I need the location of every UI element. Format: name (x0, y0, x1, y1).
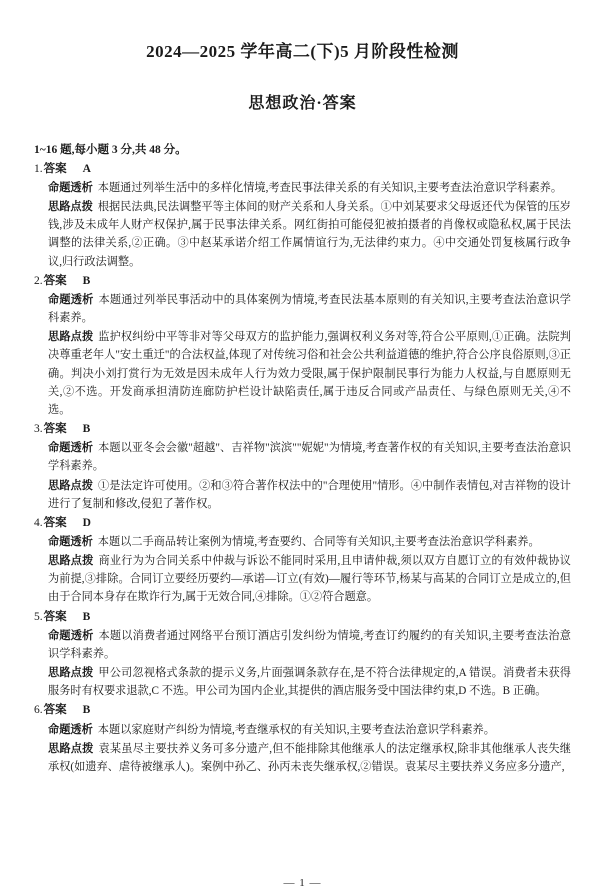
tips-text: 袁某虽尽主要扶养义务可多分遗产,但不能排除其他继承人的法定继承权,除非其他继承人丧失继承权(如遗弃、虐待被继承人)。案例中孙乙、孙丙未丧失继承权,②错误。袁某尽主要扶养义务应多分遗产, (48, 742, 571, 773)
tips-paragraph (34, 477, 571, 513)
analysis-label: 命题透析 (48, 182, 93, 195)
analysis-paragraph (34, 179, 571, 197)
analysis-label: 命题透析 (48, 442, 94, 455)
analysis-text: 本题以二手商品转让案例为情境,考查要约、合同等有关知识,主要考查法治意识学科素养。 (97, 536, 540, 549)
tips-text: 根据民法典,民法调整平等主体间的财产关系和人身关系。①中刘某要求父母返还代为保管的压岁钱,涉及未成年人财产权保护,属于民事法律关系。网红街拍可能侵犯被拍摄者的肖像权或隐私权,属于民法调整的法律关系,②正确。③中赵某承诺介绍工作属情谊行为,无法律约束力。④中交通处罚复核属行政争议,归行政法调整。 (48, 201, 571, 268)
analysis-text: 本题以消费者通过网络平台预订酒店引发纠纷为情境,考查订约履约的有关知识,主要考查法治意识学科素养。 (48, 629, 571, 660)
question-number: 6. (34, 704, 43, 717)
tips-label: 思路点拨 (48, 555, 94, 568)
tips-text: 商业行为为合同关系中仲裁与诉讼不能同时采用,且申请仲裁,须以双方自愿订立的有效仲裁协议为前提,③排除。合同订立要经历要约—承诺—订立(有效)—履行等环节,杨某与高某的合同订立是成立的,但由于合同本身存在欺诈行为,属于无效合同,④排除。①②符合题意。 (48, 555, 571, 604)
analysis-paragraph (34, 291, 571, 327)
tips-label: 思路点拨 (48, 667, 94, 680)
answer-line (34, 515, 571, 532)
answer-label: 答案 (43, 162, 67, 175)
answer-line (34, 273, 571, 290)
tips-label: 思路点拨 (48, 479, 93, 492)
answer-line (34, 609, 571, 626)
question-block (34, 161, 571, 271)
question-block (34, 421, 571, 513)
page-title: 2024—2025 学年高二(下)5 月阶段性检测 (146, 42, 459, 61)
answer-value: B (82, 610, 91, 623)
question-number: 2. (34, 274, 43, 287)
tips-label: 思路点拨 (48, 201, 93, 214)
tips-paragraph (34, 198, 571, 271)
question-number: 5. (34, 610, 43, 623)
answer-label: 答案 (43, 422, 67, 435)
answer-label: 答案 (43, 610, 67, 623)
page-subtitle: 思想政治·答案 (248, 94, 357, 112)
question-number: 1. (34, 162, 43, 175)
question-block (34, 702, 571, 776)
answer-label: 答案 (43, 704, 67, 717)
tips-label: 思路点拨 (48, 331, 94, 344)
tips-paragraph (34, 664, 571, 700)
tips-paragraph (34, 328, 571, 419)
analysis-text: 本题以家庭财产纠纷为情境,考查继承权的有关知识,主要考查法治意识学科素养。 (97, 723, 495, 736)
page-number: — 1 — (283, 877, 322, 889)
tips-text: ①是法定许可使用。②和③符合著作权法中的"合理使用"情形。④中制作表情包,对吉祥物的设计进行了复制和修改,侵犯了著作权。 (48, 479, 571, 510)
analysis-label: 命题透析 (48, 629, 94, 642)
analysis-paragraph (34, 439, 571, 475)
analysis-text: 本题通过列举生活中的多样化情境,考查民事法律关系的有关知识,主要考查法治意识学科素养。 (97, 182, 563, 195)
answer-value: B (82, 274, 91, 287)
tips-paragraph (34, 740, 571, 776)
question-block (34, 609, 571, 701)
tips-label: 思路点拨 (48, 742, 94, 755)
analysis-label: 命题透析 (48, 294, 94, 306)
analysis-label: 命题透析 (48, 536, 93, 549)
analysis-paragraph (34, 533, 571, 551)
answer-value: B (82, 704, 91, 717)
question-block (34, 273, 571, 419)
answer-value: D (82, 516, 91, 529)
answer-label: 答案 (43, 516, 67, 529)
answer-line (34, 702, 571, 719)
scope-note: 1~16 题,每小题 3 分,共 48 分。 (34, 143, 187, 156)
tips-paragraph (34, 552, 571, 606)
answer-label: 答案 (43, 274, 67, 287)
answer-value: B (82, 422, 91, 435)
page-footer (0, 877, 605, 889)
tips-text: 甲公司忽视格式条款的提示义务,片面强调条款存在,是不符合法律规定的,A 错误。消费者未获得服务时有权要求退款,C 不选。甲公司为国内企业,其提供的酒店服务受中国法律约束,D 不选。B 正确。 (48, 667, 571, 698)
answer-value: A (82, 162, 91, 175)
analysis-paragraph (34, 627, 571, 663)
question-number: 4. (34, 516, 43, 529)
analysis-label: 命题透析 (48, 723, 93, 736)
question-block (34, 515, 571, 607)
tips-text: 监护权纠纷中平等非对等父母双方的监护能力,强调权利义务对等,符合公平原则,①正确。法院判决尊重老年人"安土重迁"的合法权益,体现了对传统习俗和社会公共利益道德的维护,符合公序良俗原则,③正确。判决小刘打赏行为无效是因未成年人行为效力受限,属于保护限制民事行为能力人权益,与自愿原则无关,②不选。开发商承担清防连廊防护栏设计缺陷责任,属于违反合同或产品责任、与绿色原则无关,④不选。 (48, 331, 571, 416)
answer-line (34, 421, 571, 438)
question-number: 3. (34, 422, 43, 435)
answer-line (34, 161, 571, 178)
analysis-text: 本题通过列举民事活动中的具体案例为情境,考查民法基本原则的有关知识,主要考查法治意识学科素养。 (48, 294, 571, 325)
analysis-text: 本题以亚冬会会徽"超越"、吉祥物"滨滨""妮妮"为情境,考查著作权的有关知识,主要考查法治意识学科素养。 (48, 442, 571, 473)
analysis-paragraph (34, 721, 571, 739)
